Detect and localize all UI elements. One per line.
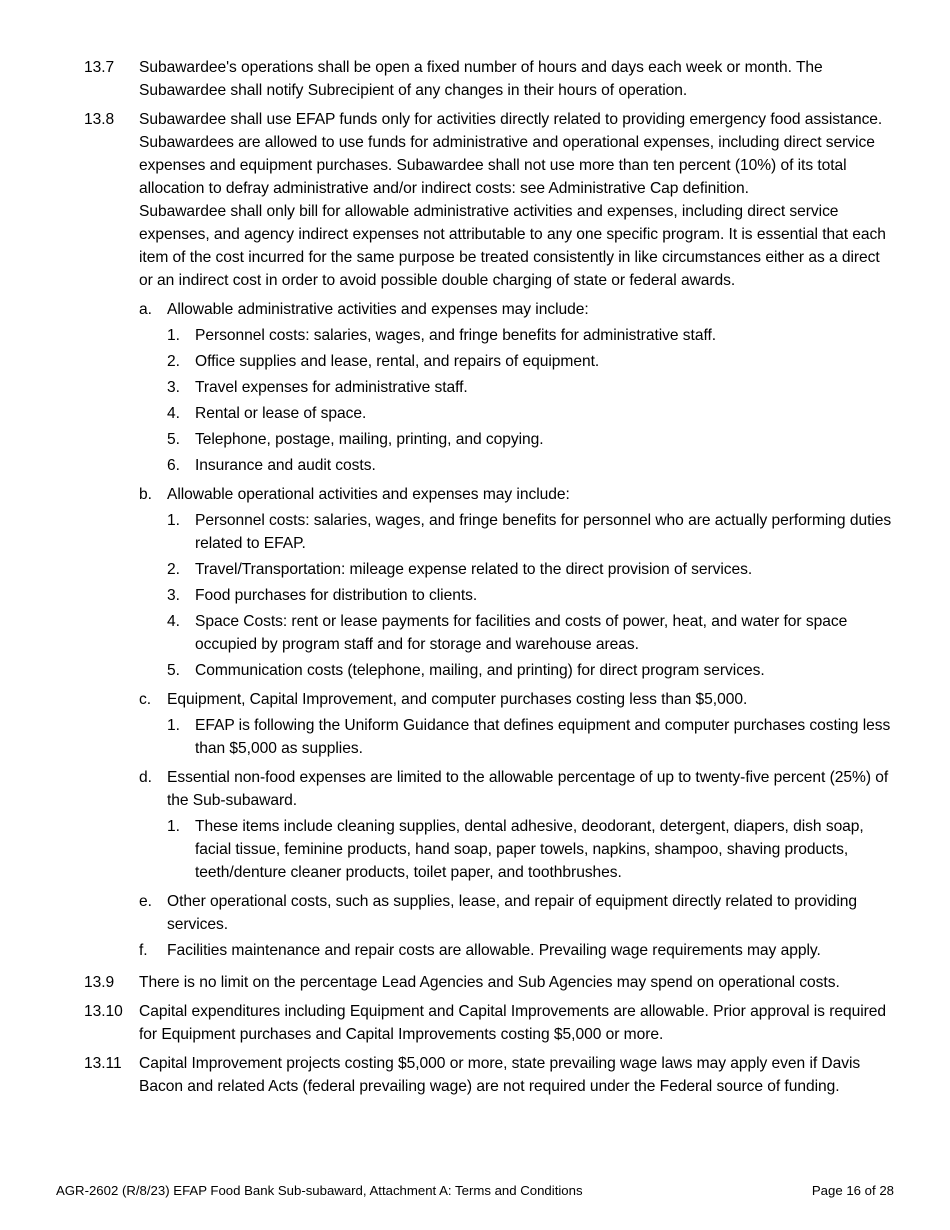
numbered-item [167, 402, 896, 425]
numbered-item [167, 454, 896, 477]
numbered-item-label: 4. [167, 613, 180, 630]
numbered-item [167, 714, 896, 760]
section-paragraph: Subawardee shall use EFAP funds only for activities directly related to providing emergency food assistance. Subawardees are allowed to use funds for administrative and operational expenses, including direct service expenses and equipment purchases. Subawardee shall not use more than ten percent (10%) of its total allocation to defray administrative and/or indirect costs: see Administrative Cap definition. [139, 111, 883, 197]
numbered-item-label: 1. [167, 512, 180, 529]
section-13-7 [84, 56, 896, 102]
section-13-8 [84, 108, 896, 965]
section-body [139, 971, 896, 994]
section-body [139, 108, 896, 965]
list-item-label: b. [139, 486, 152, 503]
list-item-label: e. [139, 893, 152, 910]
numbered-item-label: 1. [167, 717, 180, 734]
numbered-item-text: Rental or lease of space. [195, 405, 367, 422]
section-paragraph: Capital Improvement projects costing $5,000 or more, state prevailing wage laws may apply even if Davis Bacon and related Acts (federal prevailing wage) are not required under the Federal source of funding. [139, 1055, 861, 1095]
list-item-body [167, 688, 896, 763]
numbered-item-text: Insurance and audit costs. [195, 457, 376, 474]
numbered-item-label: 3. [167, 379, 180, 396]
section-number: 13.8 [84, 111, 115, 128]
list-item-body [167, 890, 896, 936]
numbered-item [167, 558, 896, 581]
numbered-item-text: Travel/Transportation: mileage expense related to the direct provision of services. [195, 561, 753, 578]
section-13-9 [84, 971, 896, 994]
numbered-item [167, 376, 896, 399]
list-item-text: Allowable administrative activities and expenses may include: [167, 301, 589, 318]
section-body [139, 1000, 896, 1046]
numbered-item-label: 3. [167, 587, 180, 604]
page-footer [56, 1182, 894, 1200]
list-item-text: Allowable operational activities and expenses may include: [167, 486, 570, 503]
numbered-item-text: Office supplies and lease, rental, and repairs of equipment. [195, 353, 600, 370]
list-item-text: Essential non-food expenses are limited to the allowable percentage of up to twenty-five percent (25%) of the Sub-subaward. [167, 769, 889, 809]
numbered-item-label: 2. [167, 561, 180, 578]
section-paragraph: Subawardee shall only bill for allowable administrative activities and expenses, including direct service expenses, and agency indirect expenses not attributable to any one specific program. It is essential that each item of the cost incurred for the same purpose be treated consistently in like circumstances either as a direct or an indirect cost in order to avoid possible double charging of state or federal awards. [139, 203, 886, 289]
section-13-10 [84, 1000, 896, 1046]
section-body [139, 56, 896, 102]
numbered-item [167, 324, 896, 347]
numbered-item-label: 5. [167, 431, 180, 448]
section-13-11 [84, 1052, 896, 1098]
document-body [84, 56, 896, 1104]
section-number: 13.11 [84, 1055, 122, 1072]
list-item-label: f. [139, 942, 148, 959]
list-item-body [167, 483, 896, 685]
lettered-list [139, 298, 896, 962]
section-paragraph: There is no limit on the percentage Lead Agencies and Sub Agencies may spend on operational costs. [139, 974, 840, 991]
list-item-body [167, 939, 896, 962]
numbered-item-text: Food purchases for distribution to clients. [195, 587, 478, 604]
section-body [139, 1052, 896, 1098]
list-item-d [139, 766, 896, 887]
list-item-body [167, 766, 896, 887]
footer-document-id: AGR-2602 (R/8/23) EFAP Food Bank Sub-subaward, Attachment A: Terms and Conditions [56, 1183, 583, 1198]
list-item-label: a. [139, 301, 152, 318]
numbered-item-text: Personnel costs: salaries, wages, and fringe benefits for administrative staff. [195, 327, 717, 344]
numbered-item [167, 610, 896, 656]
numbered-item-text: Personnel costs: salaries, wages, and fringe benefits for personnel who are actually performing duties related to EFAP. [195, 512, 892, 552]
list-item-c [139, 688, 896, 763]
numbered-item-text: EFAP is following the Uniform Guidance that defines equipment and computer purchases costing less than $5,000 as supplies. [195, 717, 891, 757]
section-number: 13.7 [84, 59, 115, 76]
numbered-item-text: Telephone, postage, mailing, printing, and copying. [195, 431, 544, 448]
numbered-item-label: 2. [167, 353, 180, 370]
numbered-item [167, 584, 896, 607]
numbered-item-text: Space Costs: rent or lease payments for facilities and costs of power, heat, and water for space occupied by program staff and for storage and warehouse areas. [195, 613, 848, 653]
section-number: 13.9 [84, 974, 115, 991]
list-item-text: Other operational costs, such as supplies, lease, and repair of equipment directly related to providing services. [167, 893, 858, 933]
numbered-item [167, 815, 896, 884]
list-item-text: Equipment, Capital Improvement, and computer purchases costing less than $5,000. [167, 691, 748, 708]
list-item-body [167, 298, 896, 480]
numbered-item-text: Travel expenses for administrative staff. [195, 379, 468, 396]
list-item-text: Facilities maintenance and repair costs are allowable. Prevailing wage requirements may apply. [167, 942, 821, 959]
numbered-item-label: 6. [167, 457, 180, 474]
numbered-item [167, 659, 896, 682]
numbered-list [167, 509, 896, 682]
list-item-label: c. [139, 691, 152, 708]
section-number: 13.10 [84, 1003, 123, 1020]
numbered-item-label: 5. [167, 662, 180, 679]
numbered-list [167, 815, 896, 884]
list-item-a [139, 298, 896, 480]
numbered-item [167, 350, 896, 373]
numbered-item-label: 4. [167, 405, 180, 422]
numbered-item-text: These items include cleaning supplies, dental adhesive, deodorant, detergent, diapers, dish soap, facial tissue, feminine products, hand soap, paper towels, napkins, shampoo, shaving products, teeth/denture cleaner products, toilet paper, and toothbrushes. [195, 818, 864, 881]
numbered-item-label: 1. [167, 327, 180, 344]
list-item-label: d. [139, 769, 152, 786]
numbered-item-label: 1. [167, 818, 180, 835]
list-item-e [139, 890, 896, 936]
section-paragraph: Subawardee's operations shall be open a fixed number of hours and days each week or month. The Subawardee shall notify Subrecipient of any changes in their hours of operation. [139, 59, 823, 99]
numbered-item [167, 428, 896, 451]
numbered-item-text: Communication costs (telephone, mailing, and printing) for direct program services. [195, 662, 765, 679]
footer-page-number: Page 16 of 28 [811, 1183, 894, 1198]
numbered-list [167, 714, 896, 760]
list-item-b [139, 483, 896, 685]
numbered-item [167, 509, 896, 555]
numbered-list [167, 324, 896, 477]
section-paragraph: Capital expenditures including Equipment and Capital Improvements are allowable. Prior approval is required for Equipment purchases and Capital Improvements costing $5,000 or more. [139, 1003, 887, 1043]
list-item-f [139, 939, 896, 962]
